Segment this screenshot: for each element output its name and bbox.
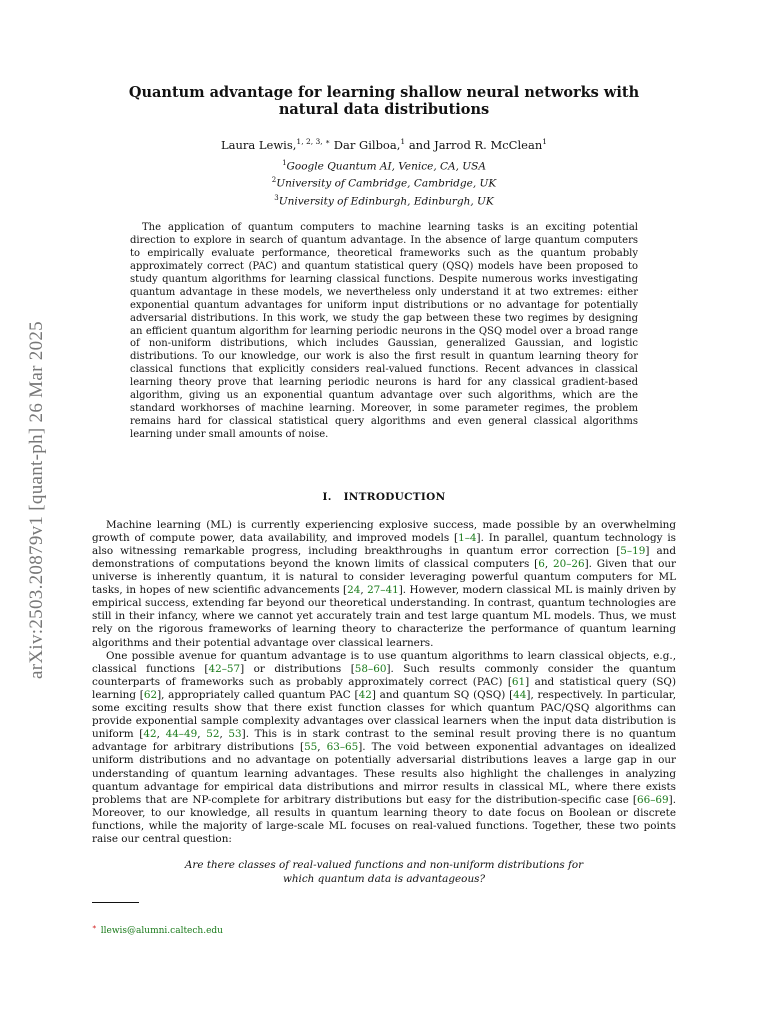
- citation-link[interactable]: 42: [143, 728, 157, 741]
- affiliation: [92, 156, 676, 174]
- paragraph-text: ]. This is in stark contrast to the seminal result proving there is no quantum advantage for arbitrary distributions [: [92, 728, 676, 754]
- author-affil-marks: 1: [400, 137, 406, 146]
- citation-link[interactable]: 53: [228, 728, 242, 741]
- citation-link[interactable]: 52: [206, 728, 220, 741]
- citation-link[interactable]: 44: [513, 688, 527, 701]
- author-name: Laura Lewis,: [220, 137, 297, 152]
- citation-link[interactable]: 27–41: [367, 584, 399, 597]
- affiliation-number: 2: [271, 176, 277, 185]
- paragraph-text: ] and quantum SQ (QSQ) [: [371, 688, 514, 701]
- citation-link[interactable]: 55: [304, 741, 318, 754]
- affiliation-number: 1: [282, 158, 287, 167]
- citation-link[interactable]: 42–57: [208, 662, 241, 675]
- paragraph-text: ,: [156, 728, 166, 741]
- central-question: Are there classes of real-valued functions and non-uniform distributions for which quantum data is advantageous?: [184, 859, 584, 885]
- paragraph-text: ] or distributions [: [240, 662, 355, 675]
- author-name: and Jarrod R. McClean: [408, 137, 543, 152]
- citation-link[interactable]: 5–19: [620, 544, 646, 557]
- citation-link[interactable]: 6: [538, 558, 545, 571]
- paragraph-text: ,: [197, 728, 207, 741]
- section-heading: [92, 491, 676, 503]
- introduction-body: [92, 519, 676, 846]
- paragraph-text: ]. Such results commonly consider the quantum counterparts of frameworks such as probably approximately correct (PAC) [: [92, 662, 677, 688]
- paragraph-text: ] and statistical query (SQ) learning [: [92, 675, 677, 701]
- affiliation-text: Google Quantum AI, Venice, CA, USA: [286, 160, 486, 173]
- arxiv-identifier-stamp: [19, 300, 55, 700]
- paragraph-text: ,: [544, 558, 553, 571]
- author-affil-marks: 1, 2, 3, ∗: [296, 137, 331, 146]
- paragraph-text: ]. The void between exponential advantages on idealized uniform distributions and no advantage on potentially adversarial distributions leaves a large gap in our understanding of quantum learning advantages. These results also highlight the challenges in analyzing quantum advantage for empirical data distributions and mirror results in classical ML, where there exists problems that are NP-complete for arbitrary distributions but easy for the distribution-specific case [: [92, 741, 676, 806]
- paragraph-text: ]. In parallel, quantum technology is also witnessing remarkable progress, including breakthroughs in quantum error correction [: [92, 531, 676, 557]
- affiliation-text: University of Edinburgh, Edinburgh, UK: [278, 195, 494, 208]
- paragraph-text: ], appropriately called quantum PAC [: [157, 688, 359, 701]
- citation-link[interactable]: 66–69: [637, 793, 669, 806]
- paragraph-text: Machine learning (ML) is currently experiencing explosive success, made possible by an overwhelming growth of compute power, data availability, and improved models [: [92, 518, 676, 544]
- paragraph-text: ,: [219, 728, 229, 741]
- citation-link[interactable]: 44–49: [165, 728, 198, 741]
- author-list: [92, 135, 676, 152]
- affiliation-text: University of Cambridge, Cambridge, UK: [276, 177, 497, 190]
- affiliation: [92, 191, 676, 209]
- paragraph-text: ] and demonstrations of computations beyond the known limits of classical computers [: [92, 544, 676, 571]
- footnote: [92, 923, 223, 936]
- paragraph-text: ]. Given that our universe is inherently quantum, it is natural to consider leveraging powerful quantum computers for ML tasks, in hopes of new scientific advancements [: [92, 558, 676, 597]
- paragraph-text: ]. However, modern classical ML is mainly driven by empirical success, extending far beyond our theoretical understanding. In contrast, quantum technologies are still in their infancy, where we cannot yet accurately train and test large quantum ML models. Thus, we must rely on the rigorous frameworks of learning theory to characterize the performance of quantum learning algorithms and their potential advantage over classical learners.: [92, 584, 676, 649]
- paragraph: [92, 519, 676, 650]
- citation-link[interactable]: 20–26: [552, 558, 585, 571]
- paper-page: [92, 84, 676, 886]
- author-email-link[interactable]: llewis@alumni.caltech.edu: [100, 926, 223, 936]
- paper-title: Quantum advantage for learning shallow neural networks with natural data distributions: [128, 84, 640, 118]
- arxiv-identifier: arXiv:2503.20879v1 [quant-ph] 26 Mar 2025: [26, 321, 47, 679]
- author-name: Dar Gilboa,: [333, 137, 401, 152]
- abstract: The application of quantum computers to machine learning tasks is an exciting potential direction to explore in search of quantum advantage. In the absence of large quantum computers to empirically evaluate performance, theoretical frameworks such as the quantum probably approximately correct (PAC) and quantum statistical query (QSQ) models have been proposed to study quantum algorithms for learning classical functions. Despite numerous works investigating quantum advantage in these models, we nevertheless only understand it at two extremes: either exponential quantum advantages for uniform input distributions or no advantage for potentially adversarial distributions. In this work, we study the gap between these two regimes by designing an efficient quantum algorithm for learning periodic neurons in the QSQ model over a broad range of non-uniform distributions, which includes Gaussian, generalized Gaussian, and logistic distributions. To our knowledge, our work is also the first result in quantum learning theory for classical functions that explicitly considers real-valued functions. Recent advances in classical learning theory prove that learning periodic neurons is hard for any classical gradient-based algorithm, giving us an exponential quantum advantage over such algorithms, which are the standard workhorses of machine learning. Moreover, in some parameter regimes, the problem remains hard for classical statistical query algorithms and even general classical algorithms learning under small amounts of noise.: [130, 222, 638, 440]
- citation-link[interactable]: 24: [347, 584, 361, 597]
- citation-link[interactable]: 58–60: [354, 662, 387, 675]
- affiliation-list: [92, 156, 676, 209]
- paragraph-text: ]. Moreover, to our knowledge, all results in quantum learning theory to date focus on Boolean or discrete functions, while the majority of large-scale ML focuses on real-valued functions. Together, these two points raise our central question:: [92, 793, 676, 845]
- citation-link[interactable]: 42: [358, 688, 372, 701]
- citation-link[interactable]: 63–65: [326, 741, 359, 754]
- affiliation-number: 3: [274, 193, 279, 202]
- paragraph-text: One possible avenue for quantum advantage is to use quantum algorithms to learn classical objects, e.g., classical functions [: [92, 649, 676, 675]
- citation-link[interactable]: 61: [511, 675, 526, 688]
- author-affil-marks: 1: [542, 137, 548, 146]
- citation-link[interactable]: 1–4: [458, 531, 477, 544]
- footnote-mark: ∗: [92, 923, 97, 931]
- paragraph-text: ,: [317, 741, 327, 754]
- paragraph-text: ,: [360, 584, 368, 597]
- paragraph-text: ], respectively. In particular, some exciting results show that there exist function classes for which quantum PAC/QSQ algorithms can provide exponential sample complexity advantages over classical learners when the input data distribution is uniform [: [92, 688, 677, 741]
- affiliation: [92, 173, 676, 191]
- citation-link[interactable]: 62: [143, 688, 158, 701]
- section-number: I.: [322, 490, 332, 503]
- footnote-divider: [92, 902, 139, 903]
- paragraph: [92, 650, 676, 846]
- section-title: INTRODUCTION: [343, 490, 446, 503]
